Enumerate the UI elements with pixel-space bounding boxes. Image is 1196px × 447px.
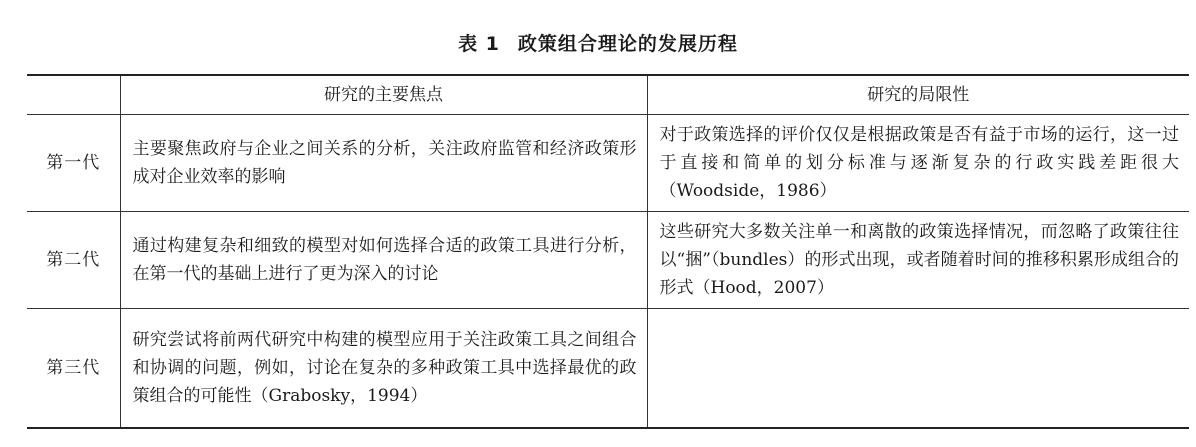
generation-cell: 第一代 xyxy=(27,115,120,212)
policy-mix-theory-table xyxy=(27,74,1189,429)
table-title: 政策组合理论的发展历程 xyxy=(517,33,738,55)
table-row xyxy=(27,115,1189,212)
focus-cell: 研究尝试将前两代研究中构建的模型应用于关注政策工具之间组合和协调的问题，例如，讨论在复杂的多种政策工具中选择最优的政策组合的可能性（Grabosky，1994） xyxy=(120,309,647,429)
generation-cell: 第三代 xyxy=(27,309,120,429)
focus-cell: 主要聚焦政府与企业之间关系的分析，关注政府监管和经济政策形成对企业效率的影响 xyxy=(120,115,647,212)
table-row xyxy=(27,309,1189,429)
header-cell-generation xyxy=(27,75,120,115)
header-cell-focus: 研究的主要焦点 xyxy=(120,75,647,115)
table-caption xyxy=(0,30,1196,58)
header-cell-limitation: 研究的局限性 xyxy=(647,75,1189,115)
limitation-cell: 对于政策选择的评价仅仅是根据政策是否有益于市场的运行，这一过于直接和简单的划分标准与逐渐复杂的行政实践差距很大（Woodside，1986） xyxy=(647,115,1189,212)
table-row xyxy=(27,212,1189,309)
generation-cell: 第二代 xyxy=(27,212,120,309)
focus-cell: 通过构建复杂和细致的模型对如何选择合适的政策工具进行分析，在第一代的基础上进行了更为深入的讨论 xyxy=(120,212,647,309)
limitation-cell: 这些研究大多数关注单一和离散的政策选择情况，而忽略了政策往往以“捆”（bundles）的形式出现，或者随着时间的推移积累形成组合的形式（Hood，2007） xyxy=(647,212,1189,309)
table-number: 表 1 xyxy=(458,33,500,55)
limitation-cell xyxy=(647,309,1189,429)
header-row xyxy=(27,75,1189,115)
